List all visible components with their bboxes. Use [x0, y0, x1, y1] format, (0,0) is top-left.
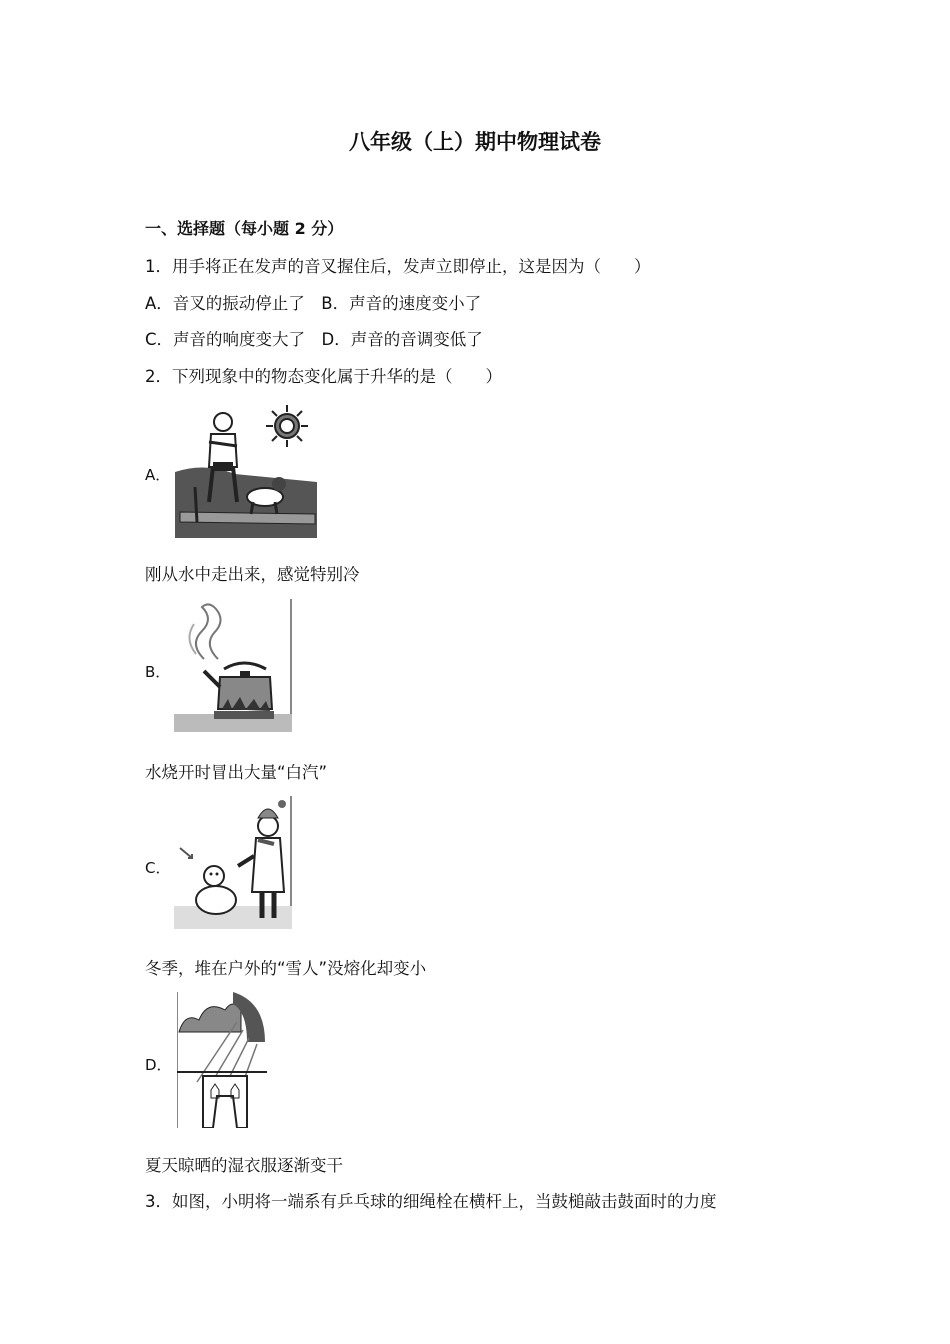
- question-1-options-row-2: C．声音的响度变大了 D．声音的音调变低了: [145, 330, 483, 349]
- drying-clothes-illustration: [177, 992, 267, 1128]
- option-a-label: A．: [145, 466, 171, 484]
- snowman-child-illustration: [174, 796, 292, 929]
- option-d-caption: 夏天晾晒的湿衣服逐渐变干: [145, 1156, 343, 1175]
- option-c-caption: 冬季，堆在户外的“雪人”没熔化却变小: [145, 959, 427, 978]
- question-2-stem: 2．下列现象中的物态变化属于升华的是（ ）: [145, 367, 502, 386]
- question-1-stem: 1．用手将正在发声的音叉握住后，发声立即停止，这是因为（ ）: [145, 257, 651, 276]
- section-heading: 一、选择题（每小题 2 分）: [145, 219, 344, 238]
- option-c-label: C．: [145, 859, 171, 877]
- swimmer-sun-illustration: [175, 402, 317, 538]
- option-b-label: B．: [145, 663, 171, 681]
- question-3-stem: 3．如图，小明将一端系有乒乓球的细绳栓在横杆上，当鼓槌敲击鼓面时的力度: [145, 1192, 717, 1211]
- question-1-options-row-1: A．音叉的振动停止了 B．声音的速度变小了: [145, 294, 482, 313]
- option-d-label: D．: [145, 1056, 172, 1074]
- option-a-caption: 刚从水中走出来，感觉特别冷: [145, 565, 360, 584]
- boiling-kettle-illustration: [174, 599, 292, 732]
- option-b-caption: 水烧开时冒出大量“白汽”: [145, 763, 328, 782]
- page-title: 八年级（上）期中物理试卷: [349, 130, 601, 154]
